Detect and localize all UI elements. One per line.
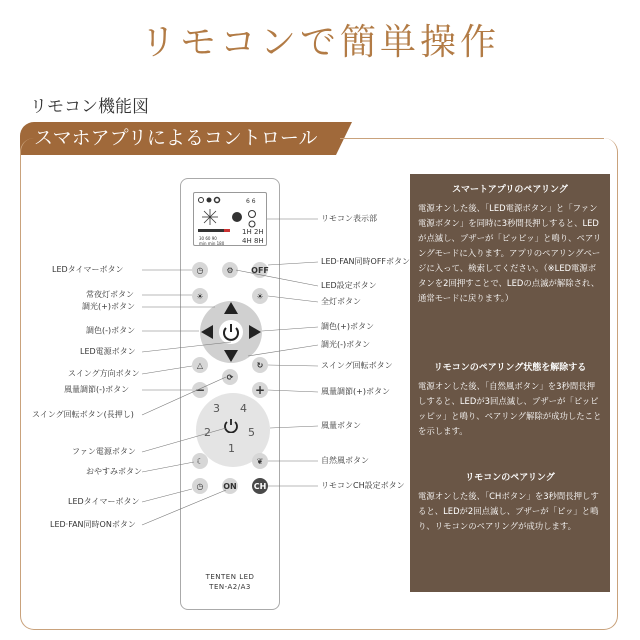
sun-icon: ☀ [256, 291, 264, 301]
led-timer-button-2[interactable] [192, 478, 208, 494]
leaf-icon: ❦ [256, 456, 264, 466]
label-led-timer-2: LEDタイマーボタン [68, 497, 140, 506]
label-fan-down: 風量調節(-)ボタン [64, 385, 130, 394]
label-dim-down: 調光(-)ボタン [321, 340, 371, 349]
sync-icon: ⟳ [226, 372, 234, 382]
label-color-down: 調色(-)ボタン [86, 326, 136, 335]
label-night-light: 常夜灯ボタン [86, 290, 134, 299]
model-line-2: TEN-A2/A3 [209, 583, 251, 591]
model-line-1: TENTEN LED [205, 573, 255, 581]
label-color-up: 調色(+)ボタン [321, 322, 374, 331]
frame-top-line [340, 138, 604, 139]
info-panel [410, 174, 610, 592]
swing-rotate-button[interactable] [252, 357, 268, 373]
label-natural-wind: 自然風ボタン [321, 456, 369, 465]
gear-icon: ⚙ [226, 265, 234, 275]
svg-text:min min 180: min min 180 [199, 241, 225, 246]
label-dim-up: 調光(+)ボタン [82, 302, 135, 311]
dial-number-4[interactable]: 4 [240, 402, 247, 415]
block3-text: 電源オンした後、「CHボタン」を3秒間長押しすると、LEDが2回点滅し、ブザーが「ピッ」と鳴り、リモコンのペアリングが成功します。 [418, 491, 599, 531]
dial-number-5[interactable]: 5 [248, 426, 255, 439]
block2-title: リモコンのペアリング状態を解除する [433, 363, 587, 373]
tab-label: スマホアプリによるコントロール [20, 122, 336, 155]
natural-wind-button[interactable] [252, 453, 268, 469]
dpad[interactable] [199, 300, 263, 364]
led-fan-on-button[interactable]: ON [222, 478, 238, 494]
block3-title: リモコンのペアリング [465, 473, 555, 483]
clock-icon: ◷ [196, 481, 204, 491]
block2-text: 電源オンした後、「自然風ボタン」を3秒間長押しすると、LEDが3回点滅し、ブザーが「ピッピッピッ」と鳴り、ペアリング解除が成功したことを示します。 [418, 381, 602, 436]
ch-setting-button[interactable]: CH [252, 478, 268, 494]
label-led-power: LED電源ボタン [80, 347, 136, 356]
moon-icon: ☾ [196, 456, 204, 466]
fan-down-button[interactable] [192, 382, 208, 398]
triangle-icon: △ [196, 360, 204, 370]
label-led-fan-off: LED·FAN同時OFFボタン [321, 257, 411, 266]
section-title: リモコン機能図 [30, 97, 149, 117]
clock-icon: ◷ [196, 265, 204, 275]
label-fan-up: 風量調節(+)ボタン [321, 387, 390, 396]
label-fan-speed: 風量ボタン [321, 421, 361, 430]
sleep-button[interactable] [192, 453, 208, 469]
label-full-light: 全灯ボタン [321, 297, 361, 306]
rotate-icon: ↻ [256, 360, 264, 370]
model-name [180, 572, 280, 592]
fan-up-button[interactable] [252, 382, 268, 398]
page-title: リモコンで簡単操作 [139, 22, 500, 63]
plus-icon: + [254, 383, 266, 397]
sun-small-icon: ☀ [196, 291, 204, 301]
block3 [418, 468, 602, 534]
label-fan-power: ファン電源ボタン [72, 447, 136, 456]
svg-text:30 60 90: 30 60 90 [199, 236, 217, 241]
block1-text: 電源オンした後、「LED電源ボタン」と「ファン電源ボタン」を同時に3秒間長押しすると、LEDが点滅し、ブザーが「ピッピッ」と鳴り、ペアリングモードに入ります。アプリのペアリングページに入って、検索してください。（※LED電源ボタンを2回押すことで、LEDの点滅が解除され、通常モードに戻ります。） [418, 203, 602, 303]
label-led-setting: LED設定ボタン [321, 281, 377, 290]
block1-title: スマートアプリのペアリング [452, 185, 568, 195]
dial-number-3[interactable]: 3 [213, 402, 220, 415]
led-fan-off-button[interactable]: OFF [252, 262, 268, 278]
label-swing-direction: スイング方向ボタン [68, 369, 140, 378]
fan-power-icon[interactable] [223, 417, 239, 433]
remote-display [193, 192, 267, 246]
dial-number-1[interactable]: 1 [228, 442, 235, 455]
block2 [418, 358, 602, 439]
dial-number-2[interactable]: 2 [204, 426, 211, 439]
led-setting-button[interactable] [222, 262, 238, 278]
label-led-fan-on: LED·FAN同時ONボタン [50, 520, 136, 529]
lcd-timer-b: 4H 8H [242, 237, 264, 245]
led-timer-button[interactable] [192, 262, 208, 278]
label-sleep: おやすみボタン [86, 467, 142, 476]
swing-long-button[interactable] [222, 369, 238, 385]
svg-text:6 6: 6 6 [246, 198, 256, 205]
lcd-timer-a: 1H 2H [242, 228, 264, 236]
swing-direction-button[interactable] [192, 357, 208, 373]
minus-icon: − [194, 383, 206, 397]
label-swing-long: スイング回転ボタン(長押し) [32, 410, 134, 419]
label-ch-setting: リモコンCH設定ボタン [321, 481, 405, 490]
label-display: リモコン表示部 [321, 214, 377, 223]
label-led-timer: LEDタイマーボタン [52, 265, 124, 274]
label-swing-rotate: スイング回転ボタン [321, 361, 393, 370]
